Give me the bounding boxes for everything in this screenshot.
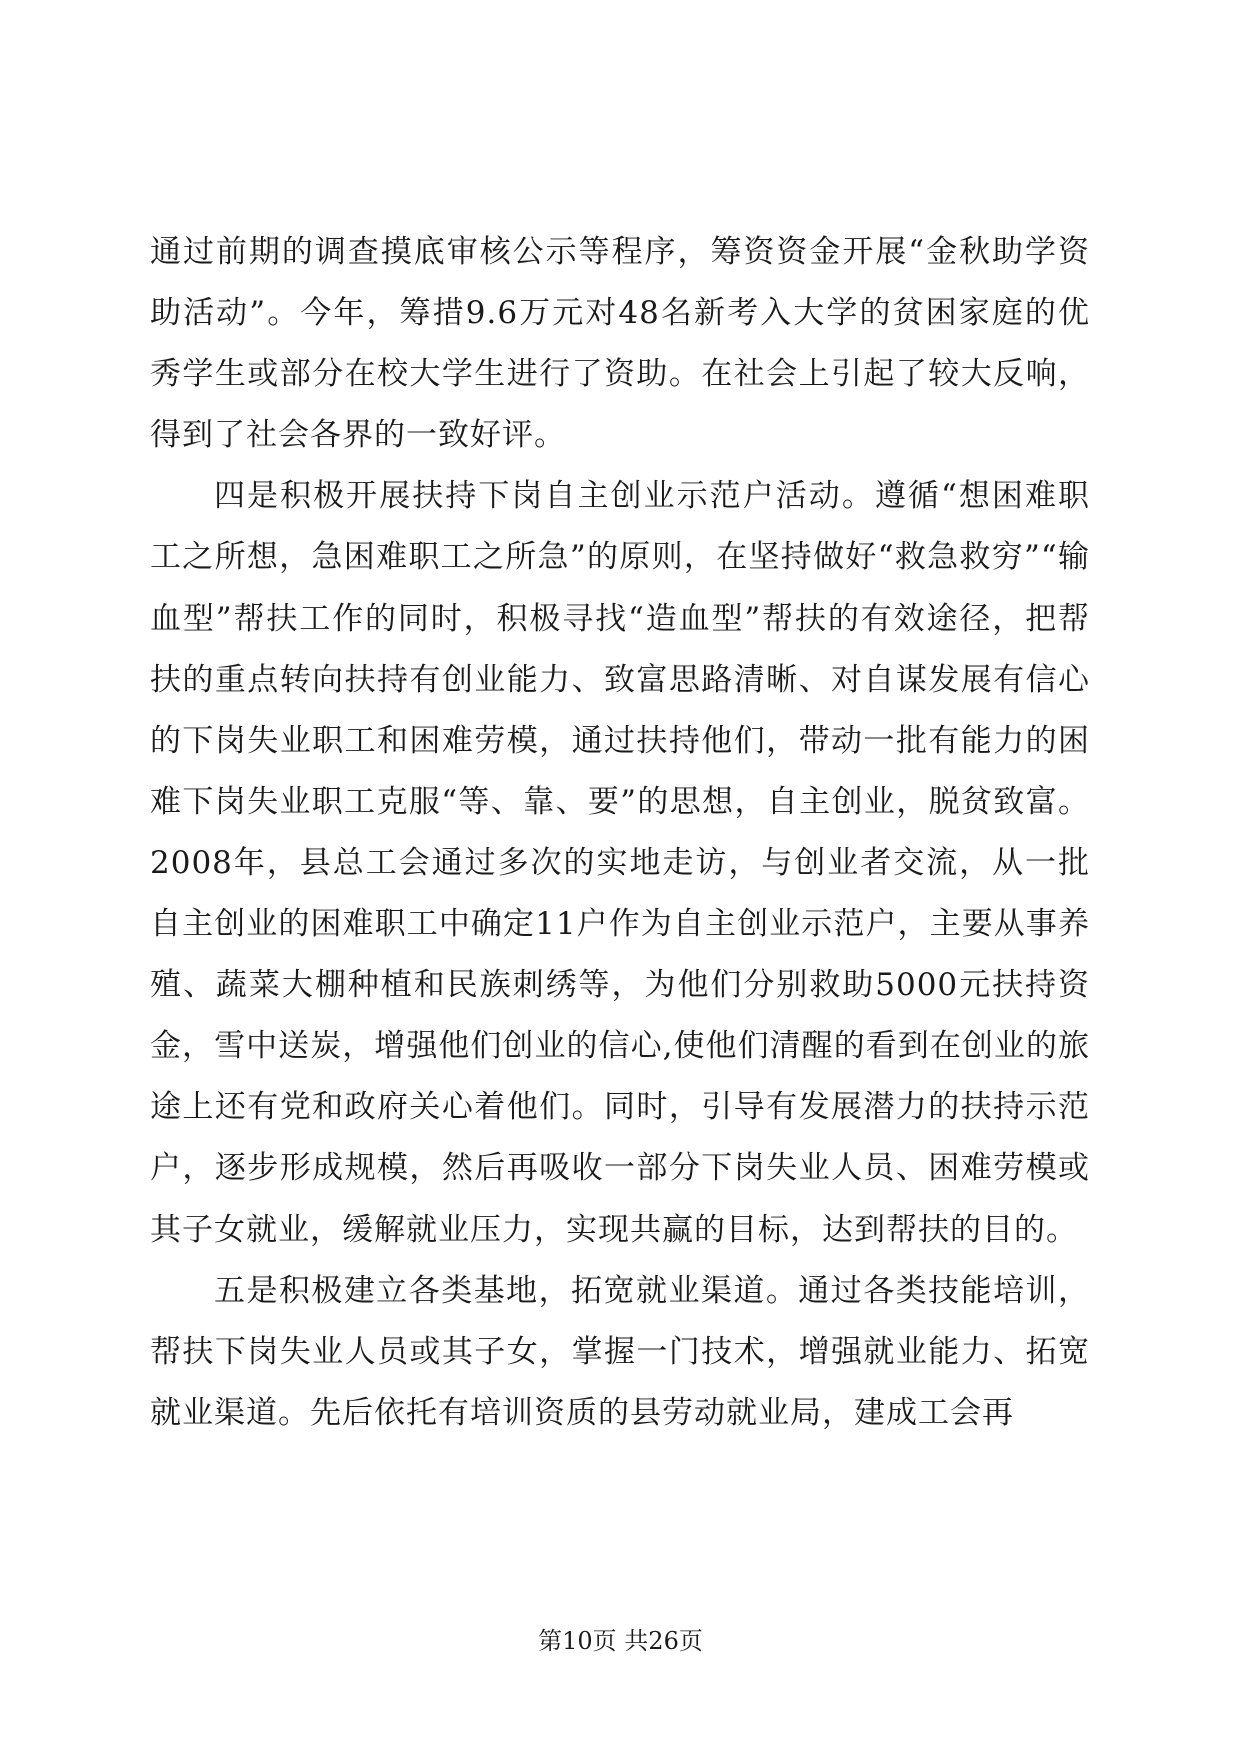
paragraph-item-four: 四是积极开展扶持下岗自主创业示范户活动。遵循“想困难职工之所想，急困难职工之所急”的原则，在坚持做好“救急救穷”“输血型”帮扶工作的同时，积极寻找“造血型”帮扶的有效途径，把帮扶的重点转向扶持有创业能力、致富思路清晰、对自谋发展有信心的下岗失业职工和困难劳模，通过扶持他们，带动一批有能力的困难下岗失业职工克服“等、靠、要”的思想，自主创业，脱贫致富。2008年，县总工会通过多次的实地走访，与创业者交流，从一批自主创业的困难职工中确定11户作为自主创业示范户，主要从事养殖、蔬菜大棚种植和民族刺绣等，为他们分别救助5000元扶持资金，雪中送炭，增强他们创业的信心,使他们清醒的看到在创业的旅途上还有党和政府关心着他们。同时，引导有发展潜力的扶持示范户，逐步形成规模，然后再吸收一部分下岗失业人员、困难劳模或其子女就业，缓解就业压力，实现共赢的目标，达到帮扶的目的。 — [150, 478, 1090, 1248]
page-footer: 第10页 共26页 — [538, 1627, 703, 1655]
document-body — [150, 222, 1090, 1444]
paragraph-item-five: 五是积极建立各类基地，拓宽就业渠道。通过各类技能培训，帮扶下岗失业人员或其子女，掌握一门技术，增强就业能力、拓宽就业渠道。先后依托有培训资质的县劳动就业局，建成工会再 — [150, 1272, 1090, 1431]
paragraph-continuation: 通过前期的调查摸底审核公示等程序，筹资资金开展“金秋助学资助活动”。今年，筹措9.6万元对48名新考入大学的贫困家庭的优秀学生或部分在校大学生进行了资助。在社会上引起了较大反响，得到了社会各界的一致好评。 — [150, 234, 1090, 454]
